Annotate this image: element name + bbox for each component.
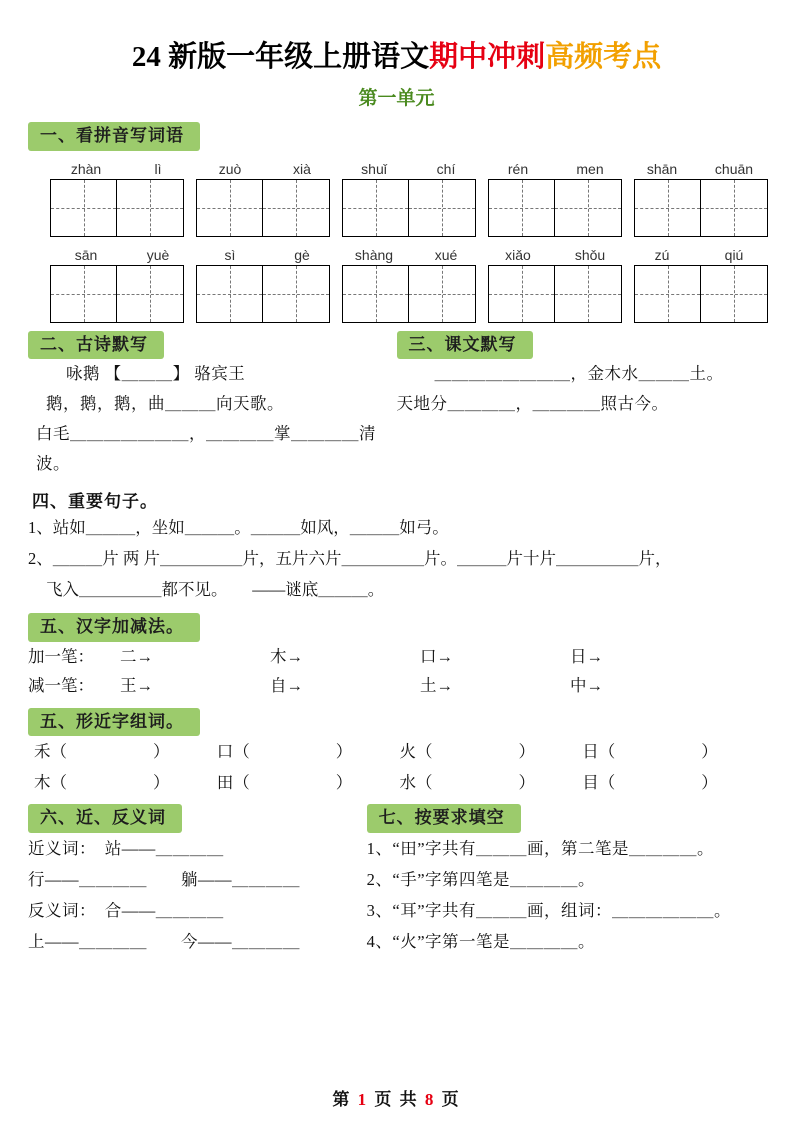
footer-middle: 页 共 (374, 1090, 419, 1109)
addsub-cell: 木→ (270, 646, 303, 666)
addsub-label: 减一笔： (28, 675, 94, 695)
xingjinzi-cell[interactable] (34, 736, 217, 767)
section-three-heading: 三、课文默写 (397, 331, 533, 360)
section-five-addsub (28, 613, 765, 700)
pinyin-cell: zuò (218, 160, 242, 177)
section-seven-heading: 六、近、反义词 (28, 804, 182, 833)
addsub-row (28, 642, 765, 671)
footer-suffix: 页 (441, 1090, 461, 1109)
tianzige-cell[interactable] (634, 265, 701, 323)
section-one (28, 122, 765, 323)
addsub-row (28, 671, 765, 700)
section-two (28, 331, 397, 480)
tianzige-pair[interactable] (50, 179, 184, 237)
section-four-heading: 四、重要句子。 (32, 492, 158, 512)
synonym-line: 近义词： 站——＿＿＿＿ (28, 838, 224, 858)
tianzige-row-1 (28, 179, 765, 237)
xingjinzi-row (28, 736, 765, 767)
text-line: ＿＿＿＿＿＿＿＿，金木水＿＿＿土。 (434, 364, 724, 384)
paren-close: ） (153, 773, 170, 793)
tianzige-cell[interactable] (555, 265, 622, 323)
tianzige-cell[interactable] (50, 265, 117, 323)
tianzige-pair[interactable] (488, 265, 622, 323)
sentence-line: 1、站如＿＿＿，坐如＿＿＿。＿＿＿如风，＿＿＿如弓。 (28, 518, 449, 538)
title-part-red: 期中冲刺 (429, 41, 546, 73)
addsub-cell: 王→ (120, 675, 153, 695)
addsub-cell: 日→ (570, 646, 603, 666)
pinyin-cell: sì (224, 246, 236, 263)
text-line: 天地分＿＿＿＿，＿＿＿＿照古今。 (396, 394, 669, 414)
pinyin-cell: shuǐ (361, 160, 387, 177)
unit-subtitle: 第一单元 (358, 88, 435, 109)
tianzige-cell[interactable] (117, 179, 184, 237)
tianzige-pair[interactable] (342, 179, 476, 237)
footer-page-number: 1 (357, 1090, 369, 1109)
tianzige-pair[interactable] (196, 179, 330, 237)
pinyin-cell: zú (654, 246, 670, 263)
paren-close: ） (701, 742, 718, 762)
tianzige-cell[interactable] (701, 265, 768, 323)
xingjinzi-cell[interactable] (217, 767, 400, 798)
tianzige-cell[interactable] (555, 179, 622, 237)
xingjinzi-char: 火（ (399, 742, 433, 762)
xingjinzi-char: 口（ (216, 742, 250, 762)
pinyin-cell: rén (507, 160, 529, 177)
title-part-black: 24 新版一年级上册语文 (131, 41, 430, 73)
addsub-cell: 土→ (420, 675, 453, 695)
footer-prefix: 第 (332, 1090, 352, 1109)
xingjinzi-cell[interactable] (217, 736, 400, 767)
poem-line: 咏鹅 【＿＿＿】 骆宾王 (66, 364, 246, 384)
section-six-heading: 五、形近字组词。 (28, 708, 200, 737)
pinyin-cell: lì (154, 160, 162, 177)
tianzige-cell[interactable] (701, 179, 768, 237)
tianzige-row-2 (28, 265, 765, 323)
xingjinzi-cell[interactable] (582, 736, 765, 767)
sections-two-three (28, 331, 765, 480)
xingjinzi-cell[interactable] (400, 736, 583, 767)
tianzige-cell[interactable] (634, 179, 701, 237)
tianzige-cell[interactable] (409, 179, 476, 237)
section-eight (367, 804, 765, 957)
pinyin-cell: chuān (714, 160, 754, 177)
tianzige-cell[interactable] (50, 179, 117, 237)
tianzige-pair[interactable] (634, 265, 768, 323)
xingjinzi-cell[interactable] (34, 767, 217, 798)
tianzige-cell[interactable] (117, 265, 184, 323)
pinyin-cell: shàng (354, 246, 394, 263)
tianzige-cell[interactable] (342, 265, 409, 323)
tianzige-pair[interactable] (50, 265, 184, 323)
xingjinzi-cell[interactable] (582, 767, 765, 798)
poem-line: 鹅，鹅，鹅，曲＿＿＿向天歌。 (46, 394, 284, 414)
tianzige-pair[interactable] (196, 265, 330, 323)
page-title (28, 34, 765, 75)
section-two-heading: 二、古诗默写 (28, 331, 164, 360)
tianzige-pair[interactable] (634, 179, 768, 237)
pinyin-cell: sān (74, 246, 98, 263)
xingjinzi-char: 木（ (34, 773, 67, 793)
xingjinzi-cell[interactable] (400, 767, 583, 798)
page-footer (0, 1085, 793, 1110)
section-four (28, 487, 765, 605)
footer-total-pages: 8 (424, 1090, 436, 1109)
fill-blank-line: 4、“火”字第一笔是＿＿＿＿。 (366, 931, 596, 951)
pinyin-cell: xià (293, 160, 311, 177)
xingjinzi-char: 目（ (582, 773, 616, 793)
xingjinzi-char: 水（ (399, 773, 433, 793)
synonym-line: 行——＿＿＿＿ 躺——＿＿＿＿ (28, 869, 300, 889)
xingjinzi-row (28, 767, 765, 798)
title-part-orange: 高频考点 (545, 41, 662, 73)
pinyin-cell: shān (646, 160, 678, 177)
sentence-line: 飞入＿＿＿＿＿都不见。 ——谜底＿＿＿。 (46, 580, 385, 600)
paren-close: ） (518, 742, 535, 762)
pinyin-cell: chí (436, 160, 456, 177)
antonym-line: 反义词： 合——＿＿＿＿ (28, 900, 224, 920)
tianzige-pair[interactable] (342, 265, 476, 323)
tianzige-cell[interactable] (263, 265, 330, 323)
addsub-cell: 口→ (420, 646, 453, 666)
section-five-heading: 五、汉字加减法。 (28, 613, 200, 642)
tianzige-cell[interactable] (196, 265, 263, 323)
pinyin-cell: xué (434, 246, 458, 263)
tianzige-cell[interactable] (342, 179, 409, 237)
pinyin-cell: men (576, 160, 604, 177)
pinyin-cell: gè (294, 246, 310, 263)
section-seven (28, 804, 367, 957)
tianzige-cell[interactable] (488, 179, 555, 237)
sections-seven-eight (28, 804, 765, 957)
pinyin-row-2 (28, 247, 765, 263)
poem-line: 白毛＿＿＿＿＿＿＿，＿＿＿＿掌＿＿＿＿清波。 (36, 424, 376, 474)
sentence-line: 2、＿＿＿片 两 片＿＿＿＿＿片，五片六片＿＿＿＿＿片。＿＿＿片十片＿＿＿＿＿片， (28, 549, 672, 569)
fill-blank-line: 2、“手”字第四笔是＿＿＿＿。 (366, 869, 596, 889)
pinyin-row-1 (28, 161, 765, 177)
pinyin-cell: qiú (724, 246, 744, 263)
tianzige-cell[interactable] (488, 265, 555, 323)
pinyin-cell: yuè (146, 246, 170, 263)
addsub-cell: 自→ (270, 675, 303, 695)
addsub-cell: 中→ (570, 675, 603, 695)
tianzige-pair[interactable] (488, 179, 622, 237)
tianzige-cell[interactable] (196, 179, 263, 237)
paren-close: ） (335, 742, 353, 762)
addsub-cell: 二→ (120, 646, 153, 666)
fill-blank-line: 3、“耳”字共有＿＿＿画，组词：＿＿＿＿＿＿。 (366, 900, 732, 920)
xingjinzi-char: 田（ (216, 773, 250, 793)
section-eight-heading: 七、按要求填空 (367, 804, 521, 833)
tianzige-cell[interactable] (263, 179, 330, 237)
antonym-line: 上——＿＿＿＿ 今——＿＿＿＿ (28, 931, 300, 951)
pinyin-cell: shǒu (574, 246, 606, 263)
paren-close: ） (518, 773, 535, 793)
xingjinzi-char: 禾（ (34, 742, 67, 762)
tianzige-cell[interactable] (409, 265, 476, 323)
section-one-heading: 一、看拼音写词语 (28, 122, 200, 151)
section-three (397, 331, 766, 480)
paren-close: ） (335, 773, 353, 793)
pinyin-cell: xiǎo (505, 246, 531, 263)
paren-close: ） (153, 742, 170, 762)
paren-close: ） (701, 773, 718, 793)
pinyin-cell: zhàn (70, 160, 102, 177)
xingjinzi-char: 日（ (582, 742, 616, 762)
section-six-xingjinzi (28, 708, 765, 799)
fill-blank-line: 1、“田”字共有＿＿＿画，第二笔是＿＿＿＿。 (366, 838, 715, 858)
addsub-label: 加一笔： (28, 646, 94, 666)
